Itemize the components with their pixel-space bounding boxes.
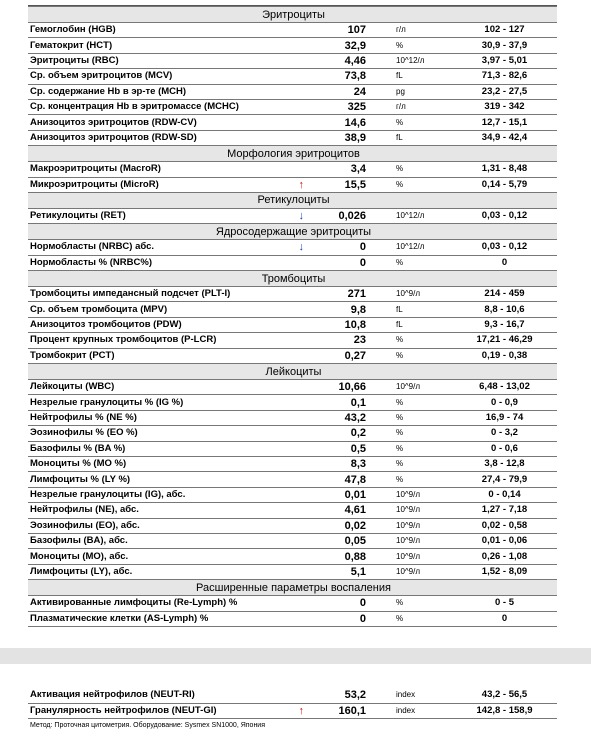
flag-arrow [286,302,316,317]
reference-range: 9,3 - 16,7 [452,317,557,332]
test-unit: 10^9/л [390,533,452,548]
result-row [28,208,557,223]
flag-arrow [286,115,316,130]
test-unit: г/л [390,23,452,38]
flag-arrow [286,130,316,145]
reference-range: 0 [452,255,557,270]
test-value: 271 [316,287,390,302]
reference-range: 8,8 - 10,6 [452,302,557,317]
test-name: Анизоцитоз эритроцитов (RDW-CV) [28,115,286,130]
test-value: 14,6 [316,115,390,130]
flag-arrow [286,688,316,703]
flag-arrow [286,333,316,348]
test-value: 0,27 [316,348,390,363]
test-name: Лейкоциты (WBC) [28,380,286,395]
reference-range: 142,8 - 158,9 [452,703,557,719]
result-row [28,348,557,363]
test-name: Активация нейтрофилов (NEUT-RI) [28,688,286,703]
flag-arrow [286,395,316,410]
result-row [28,115,557,130]
test-unit: 10^9/л [390,287,452,302]
result-row [28,177,557,192]
flag-arrow: ↓ [286,208,316,223]
test-name: Незрелые гранулоциты (IG), абс. [28,487,286,502]
test-value: 10,8 [316,317,390,332]
test-name: Плазматические клетки (AS-Lymph) % [28,611,286,626]
section-header [28,7,557,23]
test-name: Гематокрит (HCT) [28,38,286,53]
test-unit: 10^12/л [390,240,452,255]
flag-arrow: ↑ [286,703,316,719]
test-value: 0 [316,240,390,255]
section-header [28,224,557,240]
reference-range: 43,2 - 56,5 [452,688,557,703]
flag-arrow [286,611,316,626]
result-row [28,703,557,719]
reference-range: 23,2 - 27,5 [452,84,557,99]
section-header [28,192,557,208]
result-row [28,472,557,487]
test-unit: % [390,115,452,130]
test-value: 43,2 [316,410,390,425]
reference-range: 34,9 - 42,4 [452,130,557,145]
flag-arrow: ↓ [286,240,316,255]
flag-arrow [286,84,316,99]
flag-arrow [286,162,316,177]
test-name: Базофилы % (BA %) [28,441,286,456]
reference-range: 6,48 - 13,02 [452,380,557,395]
test-value: 53,2 [316,688,390,703]
test-value: 0,5 [316,441,390,456]
reference-range: 0,01 - 0,06 [452,533,557,548]
test-unit: 10^9/л [390,380,452,395]
test-unit: fL [390,302,452,317]
test-name: Гранулярность нейтрофилов (NEUT-GI) [28,703,286,719]
flag-arrow [286,518,316,533]
test-name: Эритроциты (RBC) [28,53,286,68]
test-value: 3,4 [316,162,390,177]
test-unit: index [390,703,452,719]
result-row [28,456,557,471]
reference-range: 0,14 - 5,79 [452,177,557,192]
test-unit: pg [390,84,452,99]
test-value: 4,46 [316,53,390,68]
test-unit: г/л [390,99,452,114]
test-value: 23 [316,333,390,348]
flag-arrow [286,255,316,270]
section-title: Эритроциты [28,7,557,23]
results-table [28,6,557,627]
test-value: 0,1 [316,395,390,410]
test-name: Анизоцитоз тромбоцитов (PDW) [28,317,286,332]
test-value: 4,61 [316,503,390,518]
test-name: Макроэритроциты (MacroR) [28,162,286,177]
test-unit: % [390,410,452,425]
test-name: Ср. содержание Hb в эр-те (MCH) [28,84,286,99]
flag-arrow [286,549,316,564]
test-name: Эозинофилы (EO), абс. [28,518,286,533]
test-name: Моноциты % (MO %) [28,456,286,471]
test-unit: 10^9/л [390,518,452,533]
result-row [28,611,557,626]
test-value: 0,01 [316,487,390,502]
result-row [28,518,557,533]
reference-range: 0,26 - 1,08 [452,549,557,564]
result-row [28,441,557,456]
reference-range: 0,02 - 0,58 [452,518,557,533]
test-name: Тромбокрит (PCT) [28,348,286,363]
flag-arrow [286,596,316,611]
test-name: Процент крупных тромбоцитов (P-LCR) [28,333,286,348]
reference-range: 16,9 - 74 [452,410,557,425]
test-value: 5,1 [316,564,390,579]
result-row [28,99,557,114]
flag-arrow [286,456,316,471]
flag-arrow [286,533,316,548]
result-row [28,549,557,564]
reference-range: 0,03 - 0,12 [452,208,557,223]
test-value: 0,88 [316,549,390,564]
test-unit: fL [390,317,452,332]
test-value: 0,05 [316,533,390,548]
result-row [28,487,557,502]
test-value: 107 [316,23,390,38]
result-row [28,162,557,177]
flag-arrow [286,287,316,302]
test-name: Ср. объем тромбоцита (MPV) [28,302,286,317]
result-row [28,38,557,53]
result-row [28,503,557,518]
flag-arrow [286,410,316,425]
test-unit: % [390,596,452,611]
reference-range: 3,97 - 5,01 [452,53,557,68]
results-table-2 [28,688,557,719]
test-value: 0,02 [316,518,390,533]
test-name: Ср. объем эритроцитов (MCV) [28,69,286,84]
reference-range: 12,7 - 15,1 [452,115,557,130]
reference-range: 27,4 - 79,9 [452,472,557,487]
test-name: Незрелые гранулоциты % (IG %) [28,395,286,410]
reference-range: 214 - 459 [452,287,557,302]
reference-range: 17,21 - 46,29 [452,333,557,348]
result-row [28,380,557,395]
section-header [28,146,557,162]
section-title: Ретикулоциты [28,192,557,208]
test-value: 9,8 [316,302,390,317]
test-unit: 10^12/л [390,53,452,68]
test-name: Моноциты (MO), абс. [28,549,286,564]
flag-arrow: ↑ [286,177,316,192]
reference-range: 102 - 127 [452,23,557,38]
result-row [28,596,557,611]
result-row [28,84,557,99]
result-row [28,130,557,145]
page-separator [0,648,591,664]
test-value: 325 [316,99,390,114]
test-value: 32,9 [316,38,390,53]
section-title: Морфология эритроцитов [28,146,557,162]
test-unit: fL [390,69,452,84]
test-name: Лимфоциты % (LY %) [28,472,286,487]
test-unit: index [390,688,452,703]
section-title: Тромбоциты [28,271,557,287]
reference-range: 0 - 0,14 [452,487,557,502]
test-unit: % [390,395,452,410]
test-unit: 10^9/л [390,487,452,502]
test-value: 0 [316,596,390,611]
test-unit: % [390,456,452,471]
test-name: Эозинофилы % (EO %) [28,426,286,441]
result-row [28,688,557,703]
flag-arrow [286,380,316,395]
flag-arrow [286,317,316,332]
test-name: Микроэритроциты (MicroR) [28,177,286,192]
test-name: Нейтрофилы % (NE %) [28,410,286,425]
flag-arrow [286,441,316,456]
reference-range: 0 - 3,2 [452,426,557,441]
reference-range: 0,19 - 0,38 [452,348,557,363]
result-row [28,302,557,317]
test-name: Гемоглобин (HGB) [28,23,286,38]
reference-range: 0 - 0,6 [452,441,557,456]
reference-range: 30,9 - 37,9 [452,38,557,53]
test-value: 24 [316,84,390,99]
flag-arrow [286,69,316,84]
test-value: 47,8 [316,472,390,487]
test-unit: % [390,611,452,626]
flag-arrow [286,564,316,579]
test-unit: % [390,162,452,177]
reference-range: 71,3 - 82,6 [452,69,557,84]
flag-arrow [286,23,316,38]
test-unit: % [390,333,452,348]
section-title: Лейкоциты [28,364,557,380]
test-value: 8,3 [316,456,390,471]
test-unit: 10^9/л [390,549,452,564]
test-value: 0 [316,255,390,270]
test-unit: % [390,38,452,53]
results-body [28,7,557,627]
result-row [28,395,557,410]
result-row [28,240,557,255]
section-title: Расширенные параметры воспаления [28,580,557,596]
test-unit: % [390,177,452,192]
flag-arrow [286,487,316,502]
test-value: 73,8 [316,69,390,84]
flag-arrow [286,348,316,363]
result-row [28,410,557,425]
results-sheet [28,0,557,627]
test-unit: % [390,472,452,487]
method-note: Метод: Проточная цитометрия. Оборудование: Sysmex SN1000, Япония [30,722,266,729]
test-unit: 10^12/л [390,208,452,223]
reference-range: 1,52 - 8,09 [452,564,557,579]
test-unit: 10^9/л [390,503,452,518]
test-value: 0,2 [316,426,390,441]
test-name: Лимфоциты (LY), абс. [28,564,286,579]
reference-range: 0 [452,611,557,626]
result-row [28,255,557,270]
section-header [28,580,557,596]
result-row [28,426,557,441]
test-unit: % [390,426,452,441]
test-unit: % [390,441,452,456]
test-name: Активированные лимфоциты (Re-Lymph) % [28,596,286,611]
test-value: 160,1 [316,703,390,719]
result-row [28,23,557,38]
flag-arrow [286,503,316,518]
test-name: Нормобласты % (NRBC%) [28,255,286,270]
test-name: Тромбоциты импедансный подсчет (PLT-I) [28,287,286,302]
test-unit: 10^9/л [390,564,452,579]
reference-range: 1,27 - 7,18 [452,503,557,518]
reference-range: 3,8 - 12,8 [452,456,557,471]
result-row [28,287,557,302]
flag-arrow [286,99,316,114]
flag-arrow [286,426,316,441]
test-value: 38,9 [316,130,390,145]
result-row [28,564,557,579]
flag-arrow [286,53,316,68]
test-value: 0,026 [316,208,390,223]
section-header [28,271,557,287]
reference-range: 0 - 5 [452,596,557,611]
reference-range: 1,31 - 8,48 [452,162,557,177]
result-row [28,53,557,68]
test-name: Базофилы (BA), абс. [28,533,286,548]
test-name: Нормобласты (NRBC) абс. [28,240,286,255]
test-unit: % [390,348,452,363]
reference-range: 0,03 - 0,12 [452,240,557,255]
result-row [28,533,557,548]
test-name: Ср. концентрация Hb в эритромассе (MCHC) [28,99,286,114]
flag-arrow [286,472,316,487]
results-body-2 [28,688,557,719]
reference-range: 0 - 0,9 [452,395,557,410]
section-title: Ядросодержащие эритроциты [28,224,557,240]
test-unit: fL [390,130,452,145]
result-row [28,69,557,84]
test-value: 0 [316,611,390,626]
test-name: Анизоцитоз эритроцитов (RDW-SD) [28,130,286,145]
test-value: 10,66 [316,380,390,395]
test-name: Нейтрофилы (NE), абс. [28,503,286,518]
test-unit: % [390,255,452,270]
flag-arrow [286,38,316,53]
section-header [28,364,557,380]
reference-range: 319 - 342 [452,99,557,114]
results-sheet-2 [28,688,557,729]
result-row [28,333,557,348]
test-name: Ретикулоциты (RET) [28,208,286,223]
test-value: 15,5 [316,177,390,192]
result-row [28,317,557,332]
